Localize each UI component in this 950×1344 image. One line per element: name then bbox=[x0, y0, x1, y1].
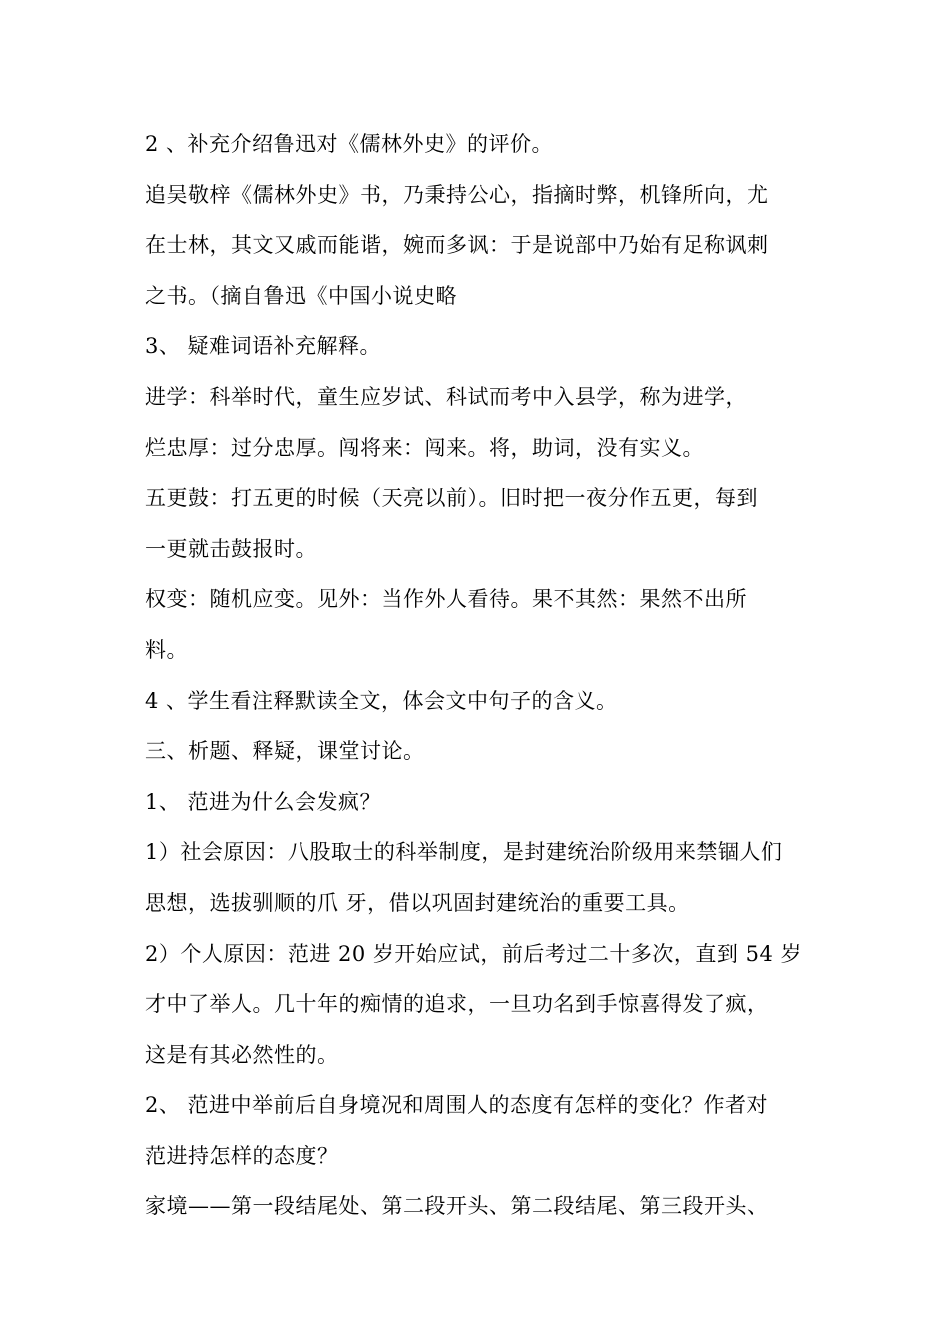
text-line: 4 、学生看注释默读全文，体会文中句子的含义。 bbox=[145, 688, 618, 713]
text-line: 烂忠厚：过分忠厚。闯将来：闯来。将，助词，没有实义。 bbox=[145, 435, 704, 460]
text-line: 权变：随机应变。见外：当作外人看待。果不其然：果然不出所 bbox=[145, 587, 747, 612]
text-line: 三、析题、释疑，课堂讨论。 bbox=[145, 739, 425, 764]
text-line: 1）社会原因：八股取士的科举制度，是封建统治阶级用来禁锢人们 bbox=[145, 840, 783, 865]
text-line: 2、 范进中举前后自身境况和周围人的态度有怎样的变化？作者对 bbox=[145, 1093, 769, 1118]
text-line: 进学：科举时代，童生应岁试、科试而考中入县学，称为进学， bbox=[145, 384, 747, 409]
text-line: 之书。（摘自鲁迅《中国小说史略 bbox=[145, 283, 457, 308]
text-line: 思想，选拔驯顺的爪 牙，借以巩固封建统治的重要工具。 bbox=[145, 890, 690, 915]
document-body bbox=[145, 131, 810, 1244]
text-line: 在士林，其文又戚而能谐，婉而多讽：于是说部中乃始有足称讽刺 bbox=[145, 233, 769, 258]
text-line: 才中了举人。几十年的痴情的追求，一旦功名到手惊喜得发了疯， bbox=[145, 992, 769, 1017]
text-line: 这是有其必然性的。 bbox=[145, 1042, 339, 1067]
text-line: 一更就击鼓报时。 bbox=[145, 536, 317, 561]
text-line: 范进持怎样的态度？ bbox=[145, 1143, 339, 1168]
text-line: 1、 范进为什么会发疯？ bbox=[145, 789, 382, 814]
text-line: 2）个人原因：范进 20 岁开始应试，前后考过二十多次，直到 54 岁 bbox=[145, 941, 803, 966]
text-line: 追吴敬梓《儒林外史》书，乃秉持公心，指摘时弊，机锋所向，尤 bbox=[145, 182, 769, 207]
text-line: 2 、补充介绍鲁迅对《儒林外史》的评价。 bbox=[145, 132, 554, 156]
text-line: 五更鼓：打五更的时候（天亮以前）。旧时把一夜分作五更，每到 bbox=[145, 486, 758, 511]
text-line: 料。 bbox=[145, 637, 188, 662]
text-line: 3、 疑难词语补充解释。 bbox=[145, 334, 382, 359]
text-line: 家境——第一段结尾处、第二段开头、第二段结尾、第三段开头、 bbox=[145, 1194, 769, 1219]
